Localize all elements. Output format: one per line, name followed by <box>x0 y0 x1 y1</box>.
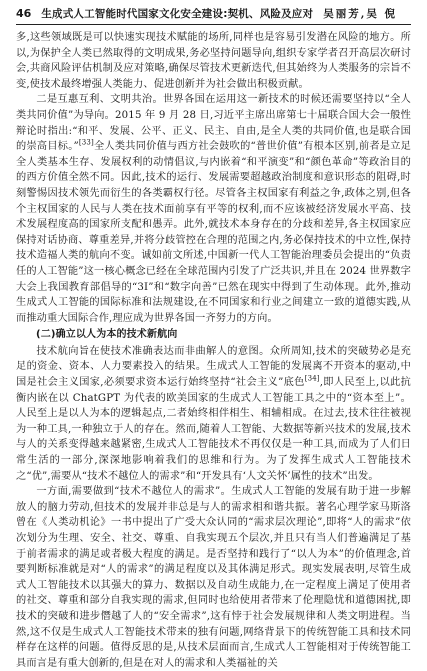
running-header <box>16 6 411 25</box>
paragraph-4: 一方面,需要做到“技术不越位人的需求”。生成式人工智能的发展有助于进一步解放人的脑力劳动,但技术的发展并非总是与人的需求相和谐共振。著名心理学家马斯洛曾在《人类动机论》一书中提出了广受大众认同的“需求层次理论”,即将“人的需求”依次划分为生理、安全、社交、尊重、自我实现五个层次,并且只有当人们普遍满足了基于前者需求的满足或者极大程度的满足。是否坚持和践行了“以人为本”的价值理念,首要判断标准就是对“人的需求”的满足程度以及其体满足形式。现实发展表明,尽管生成式人工智能技术以其强大的算力、数据以及自动生成能力,在一定程度上满足了使用者的社交、尊重和部分自我实现的需求,但同时也给使用者带来了伦理隐忧和道德困扰,即技术的突破和进步僭越了人的“安全需求”,这有悖于社会发展规律和人类文明进程。当然,这不仅是生成式人工智能技术带来的独有问题,网络背景下的传统智能工具和技术同样存在这样的问题。值得反思的是,从技术层面而言,生成式人工智能相对于传统智能工具而言是有重大创新的,但是在对人的需求和人类福祉的关 <box>16 486 411 669</box>
paragraph-2-text-after: 全人类共同价值与西方社会鼓吹的“普世价值”有根本区别,前者是立足全人类基本生存、发展权利的动情倡议,与内嵌着“和平演变”和“颜色革命”等政治目的的西方价值全然不同。因此,技术的运行、发展需要超越政治制度和意识形态的阻碍,时刻警惕因技术领先而衍生的各类霸权行径。尽管各主权国家有利益之争,政体之别,但各个主权国家的人民与人类在技术面前享有平等的权利,而不应该被经济发展水平高、技术发展程度高的国家所支配和愚弄。此外,就技术本身存在的分歧和差异,各主权国家应保持对话协商、尊重差异,并将分歧管控在合理的范围之内,务必保持技术的中立性,保持技术造福人类的航向不变。诚如前文所述,中国新一代人工智能治理委员会提出的“负责任的人工智能”这一核心概念已经在全球范围内引发了广泛共识,并且在 2024 世界数字大会上我国教育部倡导的“3I”和“数字向善”已然在现实中得到了生动体现。此外,推动生成式人工智能的国际标准和法规建设,在不同国家和行业之间建立一致的道德实践,从而推动重大国际合作,理应成为世界各国一齐努力的方向。 <box>16 141 411 324</box>
paragraph-3-text-before: 技术航向旨在使技术准确表达而非曲解人的意图。众所周知,技术的突破势必是充足的资金、资本、人力要素投入的结果。生成式人工智能的发展离不开资本的驱动,中国是社会主义国家,必须要求资本运行始终坚持“社会主义”底色 <box>16 345 411 389</box>
page-number: 46 <box>16 7 32 20</box>
article-body <box>16 30 411 671</box>
journal-title: 生成式人工智能时代国家文化安全建设:契机、风险及应对 <box>41 8 314 20</box>
citation-33: [33] <box>78 138 94 147</box>
paragraph-3 <box>16 344 411 484</box>
citation-34: [34] <box>304 374 320 383</box>
paragraph-3-text-after: ,即人民至上,以此抗衡内嵌在以 ChatGPT 为代表的欧美国家的生成式人工智能工具之中的“资本至上”。人民至上是以人为本的逻辑起点,二者始终相伴相生、相辅相成。在过去,技术往往被视为一种工具,一种独立于人的存在。然而,随着人工智能、大数据等新兴技术的发展,技术与人的关系变得越来越紧密,生成式人工智能技术不再仅仅是一种工具,而成为了人们日常生活的一部分,深深地影响着我们的思维和行为。为了发挥生成式人工智能技术之“优”,需要从“技术不越位人的需求”和“开发具有‘人文关怀’属性的技术”出发。 <box>16 377 411 482</box>
paragraph-1: 多,这些领域既是可以快速实现技术赋能的场所,同样也是容易引发潜在风险的地方。所以,为保护全人类已然取得的文明成果,务必坚持问题导向,组织专家学者召开高层次研讨会,共商风险评估机制及应对策略,确保尽管技术更新迭代,但其始终为人类服务的宗旨不变,使技术最终增强人类能力、促进创新并为社会做出积极贡献。 <box>16 32 411 90</box>
paragraph-2-text-before: 二是互惠互利、文明共治。世界各国在运用这一新技术的时候还需要坚持以“全人类共同价值”为导向。2015 年 9 月 28 日,习近平主席出席第七十届联合国大会一般性辩论时指出:“和平、发展、公平、正义、民主、自由,是全人类的共同价值,也是联合国的崇高目标。” <box>16 94 411 153</box>
section-heading: (二)确立以人为本的技术新航向 <box>36 329 178 341</box>
author-names: 吴丽芳,吴 倪 <box>323 8 398 20</box>
paragraph-2 <box>16 92 411 326</box>
